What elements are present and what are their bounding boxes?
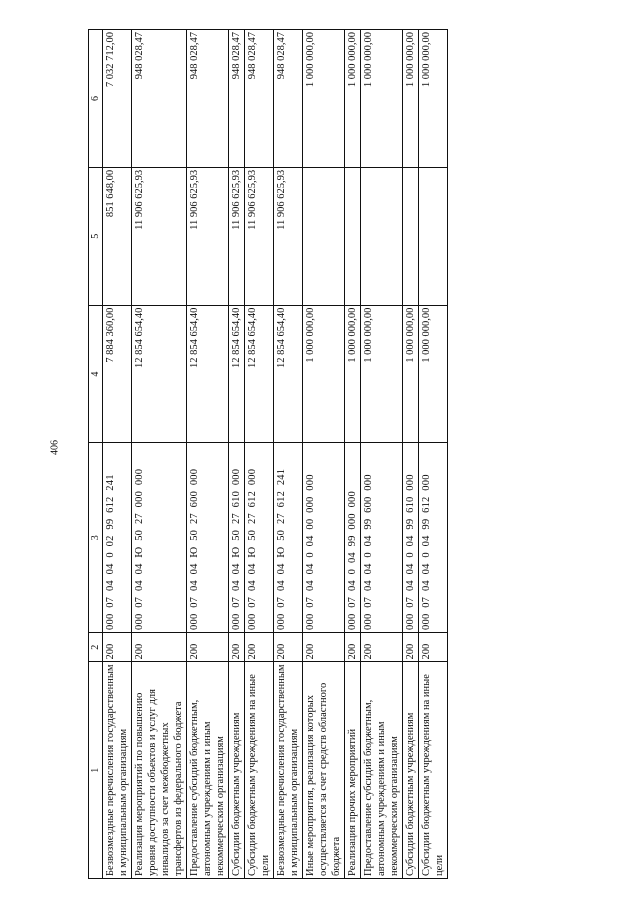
budget-table [88, 29, 448, 879]
row-value-col6: 1 000 000,00 [419, 30, 448, 168]
row-name: Предоставление субсидий бюджетным, автономным учреждениям и иным некоммерческим организациям [361, 662, 403, 879]
row-value-col4: 12 854 654,40 [229, 305, 245, 443]
row-name: Предоставление субсидий бюджетным, автономным учреждениям и иным некоммерческим организациям [187, 662, 229, 879]
table-row [361, 30, 403, 879]
table-row [245, 30, 274, 879]
row-name: Субсидии бюджетным учреждениям на иные цели [419, 662, 448, 879]
row-value-col6: 948 028,47 [187, 30, 229, 168]
table-row [274, 30, 303, 879]
row-group-code: 200 [103, 632, 132, 662]
row-group-code: 200 [345, 632, 361, 662]
row-group-code: 200 [132, 632, 187, 662]
row-name: Иные мероприятия, реализация которых осуществляется за счет средств областного бюджета [303, 662, 345, 879]
row-classification-code: 000 07 04 04 0 04 99 610 000 [403, 443, 419, 632]
row-value-col4: 12 854 654,40 [132, 305, 187, 443]
row-value-col5 [419, 167, 448, 305]
row-group-code: 200 [403, 632, 419, 662]
row-classification-code: 000 07 04 04 Ю 50 27 612 000 [245, 443, 274, 632]
row-classification-code: 000 07 04 0 04 99 000 000 [345, 443, 361, 632]
row-value-col5: 11 906 625,93 [229, 167, 245, 305]
table-row [103, 30, 132, 879]
row-value-col5: 851 648,00 [103, 167, 132, 305]
row-value-col4: 1 000 000,00 [361, 305, 403, 443]
column-header-4: 4 [89, 305, 103, 443]
row-value-col5: 11 906 625,93 [132, 167, 187, 305]
row-name: Субсидии бюджетным учреждениям [229, 662, 245, 879]
row-group-code: 200 [245, 632, 274, 662]
row-classification-code: 000 07 04 04 Ю 50 27 600 000 [187, 443, 229, 632]
table-row [187, 30, 229, 879]
table-row [303, 30, 345, 879]
row-name: Субсидии бюджетным учреждениям на иные цели [245, 662, 274, 879]
table-row [419, 30, 448, 879]
column-header-5: 5 [89, 167, 103, 305]
budget-table-sheet [88, 29, 558, 879]
row-value-col4: 1 000 000,00 [345, 305, 361, 443]
row-value-col5 [403, 167, 419, 305]
row-name: Безвозмездные перечисления государственным и муниципальным организациям [274, 662, 303, 879]
row-classification-code: 000 07 04 04 0 04 99 612 000 [419, 443, 448, 632]
row-group-code: 200 [229, 632, 245, 662]
column-header-3: 3 [89, 443, 103, 632]
row-value-col6: 948 028,47 [229, 30, 245, 168]
row-group-code: 200 [187, 632, 229, 662]
row-value-col6: 1 000 000,00 [361, 30, 403, 168]
column-header-1: 1 [89, 662, 103, 879]
column-header-2: 2 [89, 632, 103, 662]
row-value-col4: 1 000 000,00 [403, 305, 419, 443]
table-row [132, 30, 187, 879]
row-value-col4: 7 884 360,00 [103, 305, 132, 443]
row-value-col4: 1 000 000,00 [419, 305, 448, 443]
row-value-col6: 948 028,47 [245, 30, 274, 168]
row-group-code: 200 [419, 632, 448, 662]
table-row [345, 30, 361, 879]
row-name: Субсидии бюджетным учреждениям [403, 662, 419, 879]
column-header-6: 6 [89, 30, 103, 168]
row-classification-code: 000 07 04 04 Ю 50 27 610 000 [229, 443, 245, 632]
row-classification-code: 000 07 04 04 0 02 99 612 241 [103, 443, 132, 632]
row-value-col6: 948 028,47 [132, 30, 187, 168]
row-value-col6: 948 028,47 [274, 30, 303, 168]
row-value-col5: 11 906 625,93 [187, 167, 229, 305]
row-value-col6: 1 000 000,00 [303, 30, 345, 168]
row-value-col5 [361, 167, 403, 305]
row-value-col6: 7 032 712,00 [103, 30, 132, 168]
row-classification-code: 000 07 04 04 Ю 50 27 000 000 [132, 443, 187, 632]
header-row [89, 30, 103, 879]
row-value-col4: 12 854 654,40 [187, 305, 229, 443]
row-group-code: 200 [274, 632, 303, 662]
row-value-col4: 12 854 654,40 [274, 305, 303, 443]
row-value-col6: 1 000 000,00 [403, 30, 419, 168]
table-row [229, 30, 245, 879]
row-name: Реализация мероприятий по повышению уровня доступности объектов и услуг для инвалидов за счет межбюджетных трансфертов из федерального бюджета [132, 662, 187, 879]
row-value-col6: 1 000 000,00 [345, 30, 361, 168]
page-number: 406 [49, 440, 61, 455]
row-group-code: 200 [303, 632, 345, 662]
row-value-col5 [303, 167, 345, 305]
row-classification-code: 000 07 04 04 0 04 99 600 000 [361, 443, 403, 632]
row-group-code: 200 [361, 632, 403, 662]
row-value-col5: 11 906 625,93 [245, 167, 274, 305]
row-classification-code: 000 07 04 04 0 04 00 000 000 [303, 443, 345, 632]
row-name: Реализация прочих мероприятий [345, 662, 361, 879]
row-classification-code: 000 07 04 04 Ю 50 27 612 241 [274, 443, 303, 632]
row-value-col4: 12 854 654,40 [245, 305, 274, 443]
row-value-col5: 11 906 625,93 [274, 167, 303, 305]
table-row [403, 30, 419, 879]
row-value-col5 [345, 167, 361, 305]
row-name: Безвозмездные перечисления государственным и муниципальным организациям [103, 662, 132, 879]
row-value-col4: 1 000 000,00 [303, 305, 345, 443]
